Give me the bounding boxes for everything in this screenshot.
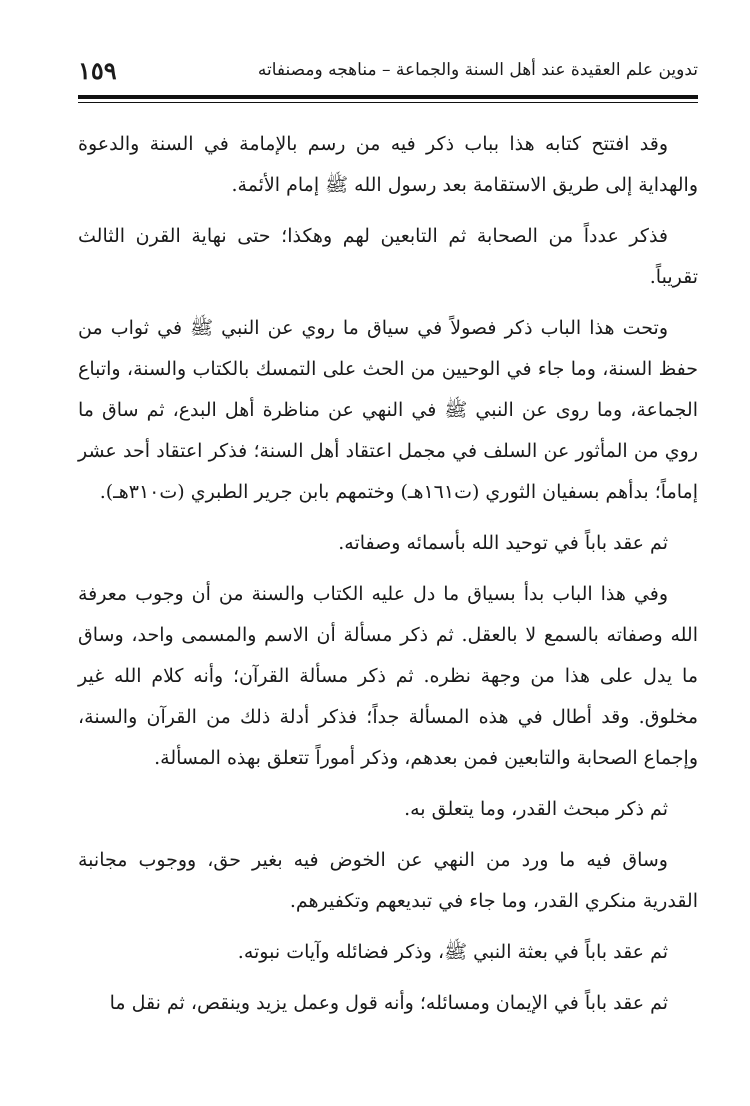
paragraph: وتحت هذا الباب ذكر فصولاً في سياق ما روي عن النبي ﷺ في ثواب من حفظ السنة، وما جاء في الوحيين من الحث على التمسك بالكتاب والسنة، واتباع الجماعة، وما روى عن النبي ﷺ في النهي عن مناظرة أهل البدع، ثم ساق ما روي من المأثور عن السلف في مجمل اعتقاد أهل السنة؛ فذكر اعتقاد أحد عشر إماماً؛ بدأهم بسفيان الثوري (ت١٦١هـ) وختمهم بابن جرير الطبري (ت٣١٠هـ). [78, 317, 698, 503]
header-rule-thin [78, 102, 698, 103]
paragraph: وساق فيه ما ورد من النهي عن الخوض فيه بغير حق، ووجوب مجانبة القدرية منكري القدر، وما جاء في تبديعهم وتكفيرهم. [78, 849, 698, 912]
paragraph: وفي هذا الباب بدأ بسياق ما دل عليه الكتاب والسنة من أن وجوب معرفة الله وصفاته بالسمع لا بالعقل. ثم ذكر مسألة أن الاسم والمسمى واحد، وساق ما يدل على هذا من وجهة نظره. ثم ذكر مسألة القرآن؛ وأنه كلام الله غير مخلوق. وقد أطال في هذه المسألة جداً؛ فذكر أدلة ذلك من القرآن والسنة، وإجماع الصحابة والتابعين فمن بعدهم، وذكر أموراً تتعلق بهذه المسألة. [78, 583, 698, 769]
running-header [78, 58, 698, 88]
header-rule-thick [78, 95, 698, 99]
paragraph: ثم عقد باباً في توحيد الله بأسمائه وصفاته. [338, 532, 668, 554]
body-text [78, 124, 698, 1034]
page-number: ١٥٩ [78, 56, 117, 85]
paragraph: ثم عقد باباً في بعثة النبي ﷺ، وذكر فضائله وآيات نبوته. [237, 941, 668, 963]
paragraph: وقد افتتح كتابه هذا بباب ذكر فيه من رسم بالإمامة في السنة والدعوة والهداية إلى طريق الاستقامة بعد رسول الله ﷺ إمام الأئمة. [78, 133, 698, 196]
running-title: تدوين علم العقيدة عند أهل السنة والجماعة – مناهجه ومصنفاته [257, 60, 698, 80]
paragraph: فذكر عدداً من الصحابة ثم التابعين لهم وهكذا؛ حتى نهاية القرن الثالث تقريباً. [78, 225, 698, 288]
paragraph: ثم عقد باباً في الإيمان ومسائله؛ وأنه قول وعمل يزيد وينقص، ثم نقل ما [109, 992, 668, 1014]
paragraph: ثم ذكر مبحث القدر، وما يتعلق به. [404, 798, 668, 820]
